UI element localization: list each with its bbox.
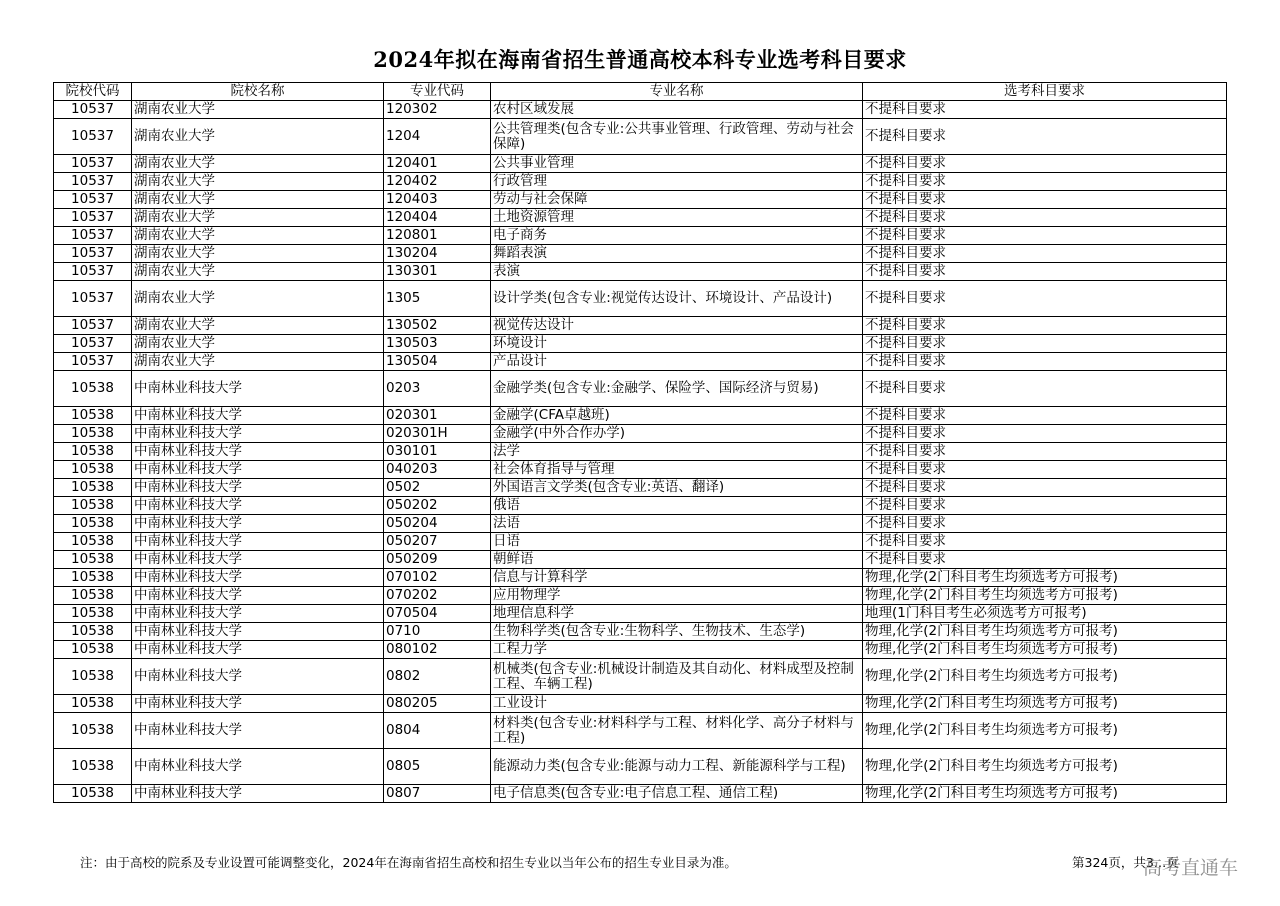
table-row [54, 353, 1227, 371]
table-row [54, 461, 1227, 479]
cell-school-name: 中南林业科技大学 [132, 515, 384, 533]
cell-major-code: 0802 [384, 659, 491, 695]
cell-requirement: 物理,化学(2门科目考生均须选考方可报考) [863, 623, 1227, 641]
cell-school-name: 中南林业科技大学 [132, 551, 384, 569]
header-school-name: 院校名称 [132, 83, 384, 101]
cell-school-name: 中南林业科技大学 [132, 749, 384, 785]
table-row [54, 659, 1227, 695]
cell-major-name: 工程力学 [491, 641, 863, 659]
cell-school-name: 中南林业科技大学 [132, 605, 384, 623]
cell-requirement: 物理,化学(2门科目考生均须选考方可报考) [863, 695, 1227, 713]
table-row [54, 263, 1227, 281]
cell-major-name: 产品设计 [491, 353, 863, 371]
header-requirement: 选考科目要求 [863, 83, 1227, 101]
cell-requirement: 不提科目要求 [863, 209, 1227, 227]
cell-school-code: 10537 [54, 173, 132, 191]
table-row [54, 713, 1227, 749]
cell-school-code: 10537 [54, 155, 132, 173]
table-row [54, 587, 1227, 605]
cell-major-code: 050209 [384, 551, 491, 569]
cell-major-name: 朝鲜语 [491, 551, 863, 569]
footer-note: 注：由于高校的院系及专业设置可能调整变化，2024年在海南省招生高校和招生专业以当年公布的招生专业目录为准。 [80, 855, 737, 870]
cell-major-name: 日语 [491, 533, 863, 551]
cell-school-code: 10537 [54, 191, 132, 209]
watermark: 高考直通车 [1143, 857, 1239, 879]
requirements-table [53, 82, 1227, 803]
cell-school-code: 10538 [54, 605, 132, 623]
table-header-row [54, 83, 1227, 101]
cell-major-code: 0804 [384, 713, 491, 749]
cell-major-code: 130503 [384, 335, 491, 353]
cell-school-name: 中南林业科技大学 [132, 713, 384, 749]
cell-requirement: 不提科目要求 [863, 227, 1227, 245]
cell-major-name: 行政管理 [491, 173, 863, 191]
cell-major-name: 劳动与社会保障 [491, 191, 863, 209]
cell-school-code: 10537 [54, 281, 132, 317]
cell-school-code: 10537 [54, 353, 132, 371]
cell-requirement: 不提科目要求 [863, 173, 1227, 191]
cell-school-code: 10537 [54, 227, 132, 245]
table-row [54, 227, 1227, 245]
cell-major-code: 1305 [384, 281, 491, 317]
cell-school-code: 10538 [54, 407, 132, 425]
cell-major-code: 0805 [384, 749, 491, 785]
cell-school-code: 10538 [54, 659, 132, 695]
cell-requirement: 不提科目要求 [863, 281, 1227, 317]
table-row [54, 551, 1227, 569]
cell-major-code: 080102 [384, 641, 491, 659]
cell-school-code: 10538 [54, 425, 132, 443]
cell-school-name: 湖南农业大学 [132, 119, 384, 155]
cell-school-name: 中南林业科技大学 [132, 569, 384, 587]
cell-major-code: 020301H [384, 425, 491, 443]
table-row [54, 317, 1227, 335]
cell-major-name: 舞蹈表演 [491, 245, 863, 263]
cell-school-name: 湖南农业大学 [132, 317, 384, 335]
cell-major-code: 070504 [384, 605, 491, 623]
cell-school-name: 中南林业科技大学 [132, 371, 384, 407]
cell-school-code: 10538 [54, 497, 132, 515]
cell-school-name: 中南林业科技大学 [132, 533, 384, 551]
table-row [54, 569, 1227, 587]
table-row [54, 209, 1227, 227]
cell-requirement: 不提科目要求 [863, 335, 1227, 353]
cell-major-code: 0502 [384, 479, 491, 497]
cell-school-name: 中南林业科技大学 [132, 425, 384, 443]
cell-major-name: 能源动力类(包含专业:能源与动力工程、新能源科学与工程) [491, 749, 863, 785]
cell-requirement: 不提科目要求 [863, 533, 1227, 551]
cell-school-name: 中南林业科技大学 [132, 659, 384, 695]
cell-requirement: 物理,化学(2门科目考生均须选考方可报考) [863, 749, 1227, 785]
cell-major-name: 表演 [491, 263, 863, 281]
cell-school-name: 湖南农业大学 [132, 281, 384, 317]
cell-major-code: 120302 [384, 101, 491, 119]
cell-school-name: 中南林业科技大学 [132, 479, 384, 497]
cell-requirement: 物理,化学(2门科目考生均须选考方可报考) [863, 785, 1227, 803]
cell-school-code: 10538 [54, 461, 132, 479]
cell-major-code: 070102 [384, 569, 491, 587]
cell-requirement: 不提科目要求 [863, 191, 1227, 209]
cell-school-code: 10537 [54, 263, 132, 281]
table-row [54, 641, 1227, 659]
cell-requirement: 不提科目要求 [863, 155, 1227, 173]
cell-major-name: 俄语 [491, 497, 863, 515]
cell-major-code: 130301 [384, 263, 491, 281]
cell-requirement: 不提科目要求 [863, 263, 1227, 281]
cell-major-name: 材料类(包含专业:材料科学与工程、材料化学、高分子材料与工程) [491, 713, 863, 749]
table-row [54, 407, 1227, 425]
table-row [54, 335, 1227, 353]
cell-requirement: 不提科目要求 [863, 317, 1227, 335]
cell-school-name: 中南林业科技大学 [132, 443, 384, 461]
table-row [54, 101, 1227, 119]
table-row [54, 443, 1227, 461]
cell-school-name: 湖南农业大学 [132, 245, 384, 263]
cell-school-code: 10538 [54, 515, 132, 533]
cell-school-name: 湖南农业大学 [132, 227, 384, 245]
cell-major-code: 050204 [384, 515, 491, 533]
cell-school-code: 10537 [54, 119, 132, 155]
cell-major-name: 金融学类(包含专业:金融学、保险学、国际经济与贸易) [491, 371, 863, 407]
cell-major-code: 050202 [384, 497, 491, 515]
cell-major-code: 050207 [384, 533, 491, 551]
cell-major-name: 生物科学类(包含专业:生物科学、生物技术、生态学) [491, 623, 863, 641]
cell-school-name: 中南林业科技大学 [132, 461, 384, 479]
cell-requirement: 物理,化学(2门科目考生均须选考方可报考) [863, 641, 1227, 659]
cell-requirement: 不提科目要求 [863, 515, 1227, 533]
cell-school-code: 10537 [54, 101, 132, 119]
table-row [54, 497, 1227, 515]
cell-requirement: 不提科目要求 [863, 119, 1227, 155]
table-row [54, 173, 1227, 191]
cell-requirement: 不提科目要求 [863, 101, 1227, 119]
page-title: 2024年拟在海南省招生普通高校本科专业选考科目要求 [373, 47, 907, 72]
table-row [54, 191, 1227, 209]
cell-major-name: 工业设计 [491, 695, 863, 713]
cell-school-code: 10538 [54, 623, 132, 641]
cell-requirement: 不提科目要求 [863, 353, 1227, 371]
table-row [54, 245, 1227, 263]
table-row [54, 515, 1227, 533]
cell-requirement: 不提科目要求 [863, 479, 1227, 497]
cell-requirement: 不提科目要求 [863, 443, 1227, 461]
cell-school-code: 10537 [54, 335, 132, 353]
cell-school-name: 中南林业科技大学 [132, 695, 384, 713]
cell-major-code: 120403 [384, 191, 491, 209]
cell-school-code: 10538 [54, 551, 132, 569]
cell-school-code: 10538 [54, 749, 132, 785]
cell-school-code: 10538 [54, 695, 132, 713]
table-row [54, 695, 1227, 713]
cell-school-name: 湖南农业大学 [132, 353, 384, 371]
cell-school-code: 10538 [54, 641, 132, 659]
cell-major-code: 0710 [384, 623, 491, 641]
cell-school-name: 中南林业科技大学 [132, 497, 384, 515]
cell-major-code: 120402 [384, 173, 491, 191]
cell-major-name: 电子商务 [491, 227, 863, 245]
cell-major-code: 130502 [384, 317, 491, 335]
cell-major-code: 1204 [384, 119, 491, 155]
cell-major-name: 环境设计 [491, 335, 863, 353]
table-row [54, 371, 1227, 407]
header-school-code: 院校代码 [54, 83, 132, 101]
cell-requirement: 不提科目要求 [863, 551, 1227, 569]
cell-major-code: 130504 [384, 353, 491, 371]
cell-school-name: 中南林业科技大学 [132, 641, 384, 659]
cell-major-name: 农村区域发展 [491, 101, 863, 119]
cell-school-name: 湖南农业大学 [132, 173, 384, 191]
cell-major-name: 外国语言文学类(包含专业:英语、翻译) [491, 479, 863, 497]
cell-school-name: 湖南农业大学 [132, 209, 384, 227]
table-row [54, 785, 1227, 803]
cell-requirement: 物理,化学(2门科目考生均须选考方可报考) [863, 569, 1227, 587]
table-row [54, 605, 1227, 623]
cell-major-code: 120404 [384, 209, 491, 227]
cell-school-name: 中南林业科技大学 [132, 785, 384, 803]
cell-school-code: 10538 [54, 443, 132, 461]
cell-major-code: 0203 [384, 371, 491, 407]
cell-school-code: 10537 [54, 317, 132, 335]
cell-major-name: 视觉传达设计 [491, 317, 863, 335]
cell-major-code: 040203 [384, 461, 491, 479]
table-row [54, 281, 1227, 317]
cell-major-code: 120401 [384, 155, 491, 173]
table-body [54, 101, 1227, 803]
cell-major-code: 070202 [384, 587, 491, 605]
cell-major-name: 金融学(中外合作办学) [491, 425, 863, 443]
cell-major-name: 法学 [491, 443, 863, 461]
page-number: 第324页，共3…页 [1072, 855, 1179, 870]
cell-major-code: 030101 [384, 443, 491, 461]
cell-school-code: 10538 [54, 587, 132, 605]
table-row [54, 155, 1227, 173]
cell-major-code: 020301 [384, 407, 491, 425]
cell-school-name: 湖南农业大学 [132, 191, 384, 209]
table-row [54, 533, 1227, 551]
cell-major-name: 地理信息科学 [491, 605, 863, 623]
cell-major-name: 法语 [491, 515, 863, 533]
cell-major-name: 土地资源管理 [491, 209, 863, 227]
cell-major-name: 应用物理学 [491, 587, 863, 605]
cell-requirement: 不提科目要求 [863, 461, 1227, 479]
cell-requirement: 不提科目要求 [863, 245, 1227, 263]
table-row [54, 425, 1227, 443]
cell-school-name: 湖南农业大学 [132, 155, 384, 173]
cell-school-name: 中南林业科技大学 [132, 407, 384, 425]
cell-requirement: 地理(1门科目考生必须选考方可报考) [863, 605, 1227, 623]
cell-school-code: 10537 [54, 245, 132, 263]
cell-major-name: 设计学类(包含专业:视觉传达设计、环境设计、产品设计) [491, 281, 863, 317]
table-row [54, 119, 1227, 155]
cell-school-code: 10538 [54, 569, 132, 587]
cell-school-code: 10538 [54, 533, 132, 551]
cell-requirement: 物理,化学(2门科目考生均须选考方可报考) [863, 713, 1227, 749]
header-major-code: 专业代码 [384, 83, 491, 101]
cell-school-code: 10538 [54, 713, 132, 749]
cell-major-code: 130204 [384, 245, 491, 263]
cell-major-name: 社会体育指导与管理 [491, 461, 863, 479]
cell-school-name: 中南林业科技大学 [132, 587, 384, 605]
cell-requirement: 不提科目要求 [863, 407, 1227, 425]
cell-major-name: 信息与计算科学 [491, 569, 863, 587]
cell-requirement: 不提科目要求 [863, 425, 1227, 443]
table-row [54, 623, 1227, 641]
cell-major-name: 机械类(包含专业:机械设计制造及其自动化、材料成型及控制工程、车辆工程) [491, 659, 863, 695]
cell-school-code: 10538 [54, 479, 132, 497]
cell-school-name: 湖南农业大学 [132, 335, 384, 353]
cell-major-code: 120801 [384, 227, 491, 245]
table-row [54, 749, 1227, 785]
header-major-name: 专业名称 [491, 83, 863, 101]
cell-major-name: 电子信息类(包含专业:电子信息工程、通信工程) [491, 785, 863, 803]
cell-requirement: 物理,化学(2门科目考生均须选考方可报考) [863, 587, 1227, 605]
cell-school-code: 10537 [54, 209, 132, 227]
cell-major-name: 公共事业管理 [491, 155, 863, 173]
cell-major-name: 金融学(CFA卓越班) [491, 407, 863, 425]
cell-major-name: 公共管理类(包含专业:公共事业管理、行政管理、劳动与社会保障) [491, 119, 863, 155]
cell-school-name: 湖南农业大学 [132, 101, 384, 119]
cell-school-code: 10538 [54, 371, 132, 407]
cell-major-code: 0807 [384, 785, 491, 803]
cell-school-name: 湖南农业大学 [132, 263, 384, 281]
cell-requirement: 物理,化学(2门科目考生均须选考方可报考) [863, 659, 1227, 695]
cell-school-code: 10538 [54, 785, 132, 803]
cell-major-code: 080205 [384, 695, 491, 713]
cell-requirement: 不提科目要求 [863, 371, 1227, 407]
cell-school-name: 中南林业科技大学 [132, 623, 384, 641]
table-row [54, 479, 1227, 497]
cell-requirement: 不提科目要求 [863, 497, 1227, 515]
